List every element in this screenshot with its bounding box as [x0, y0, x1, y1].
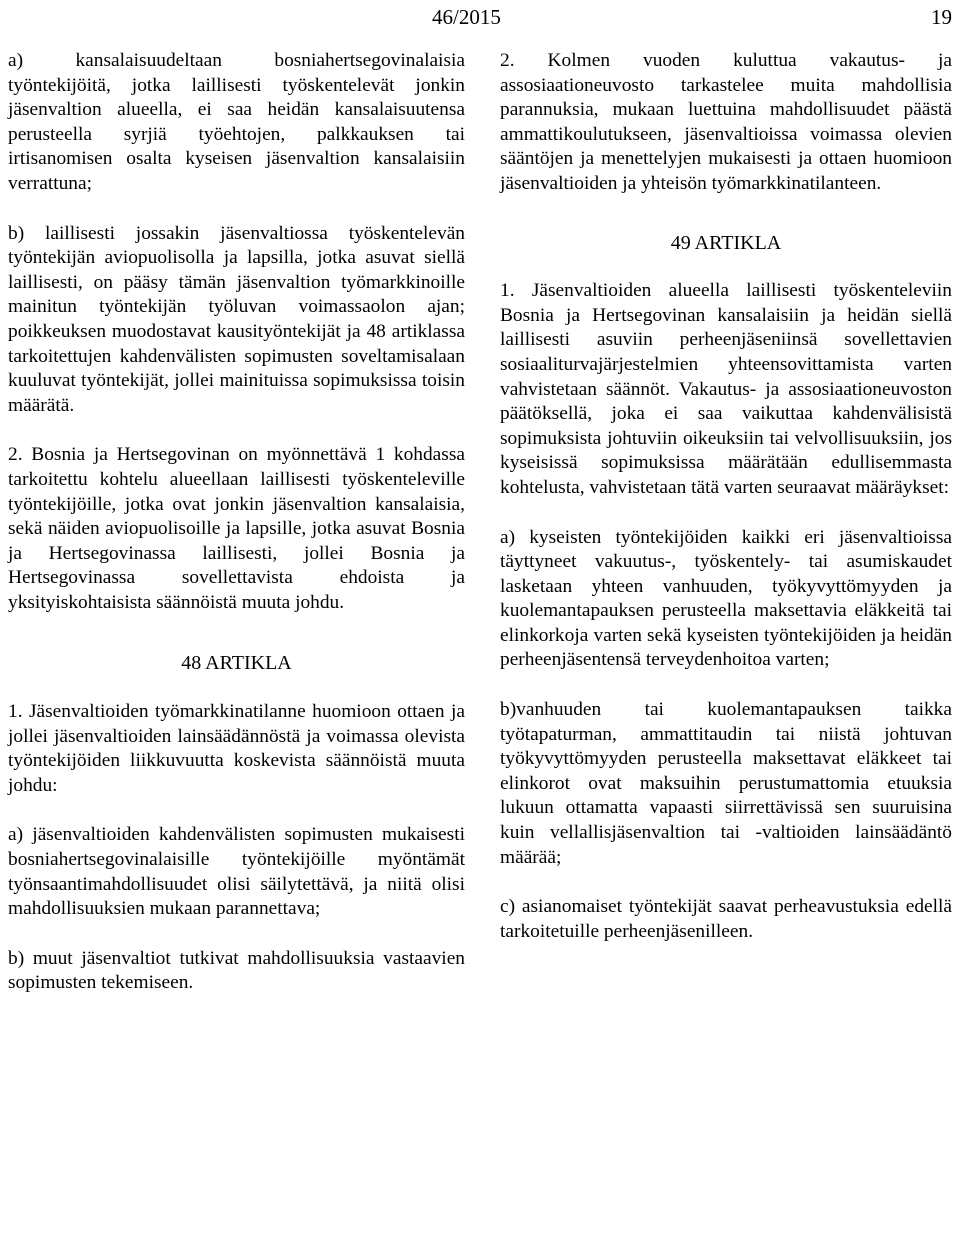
page-header — [0, 4, 960, 30]
paragraph: a) jäsenvaltioiden kahdenvälisten sopimusten mukaisesti bosniahertsegovinalaisille työntekijöille myöntämät työnsaantimahdollisuudet olisi säilytettävä, ja niitä olisi mahdollisuuksien mukaan parannettava; — [8, 824, 465, 920]
paragraph: b) laillisesti jossakin jäsenvaltiossa työskentelevän työntekijän aviopuolisolla ja lapsilla, jotka asuvat siellä laillisesti, on pääsy tämän jäsenvaltion työmarkkinoille mainitun työntekijän työluvan voimassaolon ajan; poikkeuksen muodostavat kausityöntekijät ja 48 artiklassa tarkoitettujen kahdenvälisten sopimusten soveltamisalaan kuuluvat työntekijät, jollei mainituissa sopimuksissa toisin määrätä. — [8, 222, 465, 416]
paragraph: 2. Kolmen vuoden kuluttua vakautus- ja assosiaationeuvosto tarkastelee muita mahdollisia parannuksia, mukaan luettuina mahdollisuudet päästä ammattikoulutukseen, jäsenvaltioissa voimassa olevien sääntöjen ja menettelyjen mukaisesti ja ottaen huomioon jäsenvaltioiden ja yhteisön työmarkkinatilanteen. — [500, 50, 952, 194]
paragraph: c) asianomaiset työntekijät saavat perheavustuksia edellä tarkoitetuille perheenjäsenilleen. — [500, 896, 952, 942]
page-number: 19 — [931, 5, 952, 29]
right-column — [500, 49, 952, 944]
paragraph: 2. Bosnia ja Hertsegovinan on myönnettävä 1 kohdassa tarkoitettu kohtelu alueellaan laillisesti työskenteleville työntekijöille, jotka ovat jonkin jäsenvaltion kansalaisia, sekä näiden aviopuolisoille ja lapsille, jotka asuvat Bosnia ja Hertsegovinassa laillisesti, jollei Bosnia ja Hertsegovinassa sovellettavista ehdoista ja yksityiskohtaisista säännöistä muuta johdu. — [8, 444, 465, 613]
paragraph: a) kyseisten työntekijöiden kaikki eri jäsenvaltioissa täyttyneet vakuutus-, työskentely- tai asumiskaudet lasketaan yhteen vanhuuden, työkyvyttömyyden ja kuolemantapauksen perusteella maksettavia eläkkeitä tai elinkorkoja varten sekä kyseisten työntekijöiden ja heidän perheenjäsentensä terveydenhoitoa varten; — [500, 526, 952, 671]
article-heading: 49 ARTIKLA — [670, 231, 782, 254]
paragraph: b)vanhuuden tai kuolemantapauksen taikka työtapaturman, ammattitaudin tai niistä johtuvan työkyvyttömyyden perusteella maksettavat eläkkeet tai elinkorot ovat maksuihin perustumattomia etuuksia lukuun ottamatta vapaasti siirrettävissä sen suuruisina kuin vellallisjäsenvaltion tai -valtioiden lainsäädäntö määrää; — [500, 699, 952, 868]
paragraph: b) muut jäsenvaltiot tutkivat mahdollisuuksia vastaavien sopimusten tekemiseen. — [8, 947, 465, 994]
article-heading: 48 ARTIKLA — [181, 652, 292, 675]
left-column — [8, 49, 465, 996]
paragraph: 1. Jäsenvaltioiden työmarkkinatilanne huomioon ottaen ja jollei jäsenvaltioiden lainsäädännöstä ja voimassa olevista työntekijöiden liikkuvuutta koskevista säännöistä muuta johdu: — [8, 701, 465, 796]
issue-number: 46/2015 — [432, 5, 501, 29]
paragraph: a) kansalaisuudeltaan bosniahertsegovinalaisia työntekijöitä, jotka laillisesti työskentelevät jonkin jäsenvaltion alueella, ei saa heidän kansalaisuutensa perusteella syrjiä työehtojen, palkkauksen tai irtisanomisen osalta kyseisen jäsenvaltion kansalaisiin verrattuna; — [8, 50, 465, 194]
paragraph: 1. Jäsenvaltioiden alueella laillisesti työskenteleviin Bosnia ja Hertsegovinan kansalaisiin ja heidän siellä laillisesti asuviin perheenjäseniinsä sovellettavien sosiaaliturvajärjestelmien yhteensovittamista varten vahvistetaan säännöt. Vakautus- ja assosiaationeuvoston päätöksellä, joka ei saa vaikuttaa kahdenvälisistä sopimuksista johtuviin oikeuksiin tai velvollisuuksiin, jos kyseisissä sopimuksissa määrätään edullisemmasta kohtelusta, vahvistetaan tätä varten seuraavat määräykset: — [500, 280, 952, 498]
